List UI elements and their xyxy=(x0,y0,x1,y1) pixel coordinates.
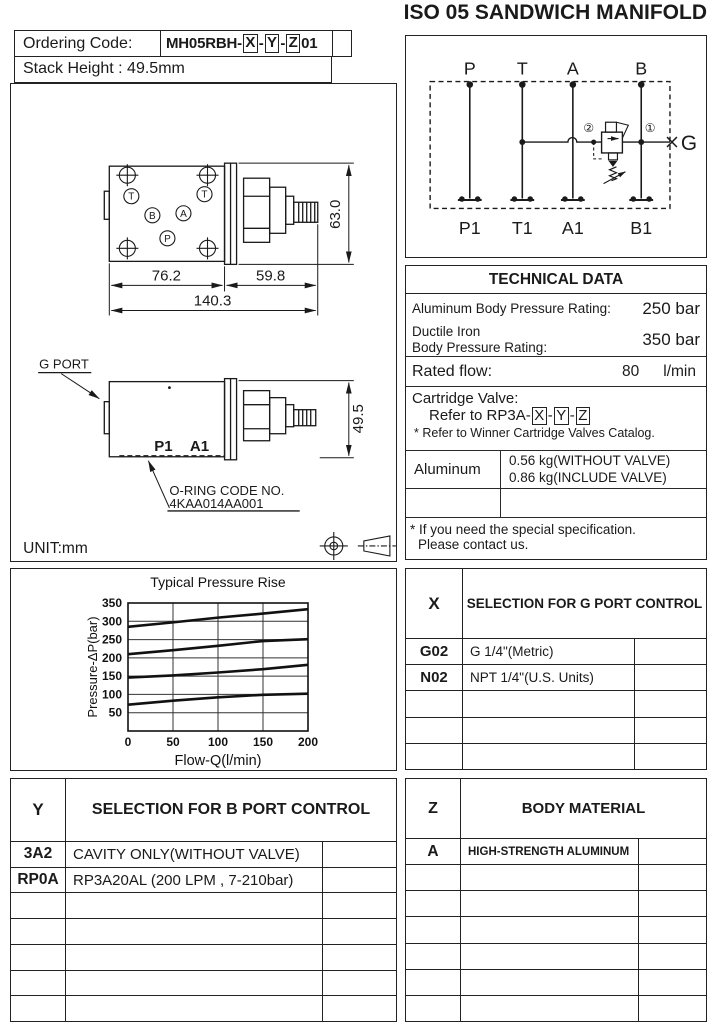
option-empty-cell xyxy=(323,893,396,918)
table-row xyxy=(406,865,706,891)
weight-row-empty xyxy=(406,489,706,517)
port-p: P xyxy=(164,233,171,245)
chart-ylabel: Pressure-ΔP(bar) xyxy=(85,616,100,718)
dim-59-8: 59.8 xyxy=(256,267,286,285)
table-row xyxy=(406,944,706,970)
label-a1: A1 xyxy=(561,218,584,239)
table-title: SELECTION FOR B PORT CONTROL xyxy=(91,801,371,818)
rated-flow-value: 80 xyxy=(622,362,640,380)
label-p: P xyxy=(463,58,476,79)
option-code: A xyxy=(406,839,461,864)
cartridge-valve-note: * Refer to Winner Cartridge Valves Catalog. xyxy=(414,426,655,441)
option-code: G02 xyxy=(406,639,463,664)
option-description: CAVITY ONLY(WITHOUT VALVE) xyxy=(66,842,323,867)
ordering-code-label: Ordering Code: xyxy=(15,31,161,56)
label-t1: T1 xyxy=(511,218,533,239)
ordering-code-value: MH05RBH- X - Y - Z 01 xyxy=(161,31,333,56)
option-empty-cell xyxy=(323,996,396,1021)
cartridge-valve-refer: Refer to RP3A- X - Y - Z xyxy=(412,407,702,425)
g-port-label: G PORT xyxy=(39,356,89,372)
port-lines xyxy=(470,84,641,199)
option-description xyxy=(461,996,639,1021)
option-code xyxy=(406,691,463,716)
table-row xyxy=(11,893,396,919)
option-empty-cell xyxy=(323,842,396,867)
option-code: N02 xyxy=(406,665,463,690)
oring-code-label: O-RING CODE NO. xyxy=(169,482,285,498)
svg-text:50: 50 xyxy=(166,735,180,749)
option-description xyxy=(461,891,639,916)
table-code-header: X xyxy=(406,569,463,638)
svg-text:100: 100 xyxy=(101,687,122,702)
option-empty-cell xyxy=(323,919,396,944)
weight-values: 0.56 kg(WITHOUT VALVE) 0.86 kg(INCLUDE VALVE) xyxy=(509,452,671,485)
label-p1: P1 xyxy=(458,218,481,239)
table-row xyxy=(406,891,706,917)
dimension-drawing-panel xyxy=(10,83,397,562)
special-spec-footnote: * If you need the special specification. Please contact us. xyxy=(410,522,636,553)
option-description xyxy=(66,919,323,944)
stack-height-row: Stack Height : 49.5mm xyxy=(14,56,332,83)
table-row xyxy=(406,639,706,665)
option-empty-cell xyxy=(639,865,706,890)
x-selection-table xyxy=(405,568,707,770)
top-view-body xyxy=(104,163,317,264)
table-row xyxy=(11,996,396,1021)
weight-material: Aluminum xyxy=(406,451,501,488)
option-code xyxy=(406,996,461,1021)
svg-text:350: 350 xyxy=(101,596,122,610)
svg-text:150: 150 xyxy=(252,735,274,749)
svg-text:250: 250 xyxy=(101,632,122,647)
table-row xyxy=(406,744,706,769)
table-row xyxy=(11,919,396,945)
option-description: NPT 1/4"(U.S. Units) xyxy=(463,665,635,690)
port-a: A xyxy=(180,208,187,220)
table-title: BODY MATERIAL xyxy=(521,800,646,817)
port-t-right: T xyxy=(201,189,208,201)
option-description xyxy=(66,893,323,918)
option-description xyxy=(463,744,635,769)
rated-flow-label: Rated flow: xyxy=(412,362,493,380)
oring-code-number: 4KAA014AA001 xyxy=(169,495,264,511)
option-description xyxy=(461,970,639,995)
table-row xyxy=(406,665,706,691)
option-empty-cell xyxy=(639,839,706,864)
table-row xyxy=(406,839,706,865)
svg-text:200: 200 xyxy=(297,735,319,749)
hydraulic-schematic xyxy=(406,36,706,257)
table-code-header: Z xyxy=(406,779,461,838)
y-selection-table xyxy=(10,778,397,1022)
label-b1: B1 xyxy=(630,218,653,239)
port-markers xyxy=(124,187,212,246)
option-empty-cell xyxy=(639,970,706,995)
option-empty-cell xyxy=(635,718,706,743)
dim-76-2: 76.2 xyxy=(151,267,182,285)
schematic-port-labels xyxy=(459,59,652,239)
option-description: RP3A20AL (200 LPM , 7-210bar) xyxy=(66,868,323,893)
svg-text:300: 300 xyxy=(101,614,122,629)
projection-symbol-icon xyxy=(320,532,396,560)
weight-table xyxy=(406,450,706,518)
ductile-pressure-row xyxy=(406,323,706,357)
svg-text:150: 150 xyxy=(101,669,122,684)
bolt-holes xyxy=(116,164,218,259)
option-code xyxy=(406,891,461,916)
option-code xyxy=(11,945,66,970)
label-b: B xyxy=(635,58,648,79)
option-description: G 1/4"(Metric) xyxy=(463,639,635,664)
port-t-left: T xyxy=(128,191,135,203)
option-code xyxy=(11,971,66,996)
port-a1-label: A1 xyxy=(189,437,210,455)
table-row xyxy=(406,691,706,717)
mark-2: ② xyxy=(583,121,595,136)
pressure-chart-panel xyxy=(10,568,397,771)
option-empty-cell xyxy=(639,996,706,1021)
option-description xyxy=(463,718,635,743)
option-empty-cell xyxy=(323,868,396,893)
table-title: SELECTION FOR G PORT CONTROL xyxy=(466,596,703,611)
option-code xyxy=(11,996,66,1021)
dimension-drawing xyxy=(11,84,396,561)
hydraulic-schematic-panel xyxy=(405,35,707,258)
label-a: A xyxy=(566,58,579,79)
option-description xyxy=(66,996,323,1021)
table-row xyxy=(11,945,396,971)
option-code xyxy=(406,744,463,769)
ductile-pressure-value: 350 bar xyxy=(642,329,700,349)
option-empty-cell xyxy=(639,944,706,969)
rated-flow-row xyxy=(406,357,706,387)
dim-63-0: 63.0 xyxy=(326,199,344,229)
chart-xlabel: Flow-Q(l/min) xyxy=(174,753,262,769)
technical-data-panel xyxy=(405,265,707,560)
dim-140-3: 140.3 xyxy=(193,292,232,310)
option-empty-cell xyxy=(323,945,396,970)
table-row xyxy=(406,718,706,744)
manifold-boundary xyxy=(430,82,670,209)
unit-label: UNIT:mm xyxy=(23,539,88,557)
table-row xyxy=(406,970,706,996)
option-description xyxy=(66,971,323,996)
option-description xyxy=(461,865,639,890)
pressure-rise-chart xyxy=(11,569,396,770)
option-empty-cell xyxy=(323,971,396,996)
weight-row-aluminum xyxy=(406,451,706,489)
svg-text:200: 200 xyxy=(101,650,122,665)
side-view xyxy=(38,357,367,511)
dim-49-5: 49.5 xyxy=(349,404,367,434)
aluminum-pressure-value: 250 bar xyxy=(642,298,700,318)
option-code xyxy=(11,919,66,944)
aluminum-pressure-label: Aluminum Body Pressure Rating: xyxy=(412,300,611,316)
technical-data-header: TECHNICAL DATA xyxy=(406,266,706,294)
svg-text:100: 100 xyxy=(207,735,229,749)
option-code: RP0A xyxy=(11,868,66,893)
option-empty-cell xyxy=(635,665,706,690)
cartridge-valve-block xyxy=(406,387,706,450)
rated-flow-unit: l/min xyxy=(663,362,696,380)
option-description xyxy=(461,944,639,969)
label-t: T xyxy=(516,58,528,79)
table-row xyxy=(11,842,396,868)
option-empty-cell xyxy=(635,639,706,664)
option-code: 3A2 xyxy=(11,842,66,867)
option-code xyxy=(406,917,461,942)
ordering-code-empty-cell xyxy=(333,31,351,56)
g-label: G xyxy=(680,131,698,155)
mark-1: ① xyxy=(644,121,656,136)
table-row xyxy=(11,971,396,997)
option-empty-cell xyxy=(635,744,706,769)
cartridge-valve-title: Cartridge Valve: xyxy=(412,390,519,407)
table-row xyxy=(406,917,706,943)
option-empty-cell xyxy=(639,891,706,916)
option-description xyxy=(461,917,639,942)
svg-text:50: 50 xyxy=(108,705,122,720)
chart-title: Typical Pressure Rise xyxy=(150,574,286,590)
option-code xyxy=(406,944,461,969)
option-code xyxy=(406,865,461,890)
port-b: B xyxy=(149,210,156,222)
port-pad-dots xyxy=(459,196,652,202)
port-p1-label: P1 xyxy=(154,437,173,455)
option-code xyxy=(11,893,66,918)
ductile-pressure-label: Ductile Iron Body Pressure Rating: xyxy=(412,324,548,355)
option-description xyxy=(66,945,323,970)
z-selection-table xyxy=(405,778,707,1022)
option-description xyxy=(463,691,635,716)
page-title: ISO 05 SANDWICH MANIFOLD xyxy=(403,1,707,24)
option-description: HIGH-STRENGTH ALUMINUM xyxy=(461,839,639,864)
svg-text:0: 0 xyxy=(124,735,132,749)
option-empty-cell xyxy=(635,691,706,716)
option-code xyxy=(406,970,461,995)
top-view-dimensions xyxy=(109,163,354,315)
table-row xyxy=(11,868,396,894)
aluminum-pressure-row xyxy=(406,294,706,323)
ordering-code-row xyxy=(14,30,352,57)
table-row xyxy=(406,996,706,1021)
option-empty-cell xyxy=(639,917,706,942)
option-code xyxy=(406,718,463,743)
table-code-header: Y xyxy=(11,779,66,841)
